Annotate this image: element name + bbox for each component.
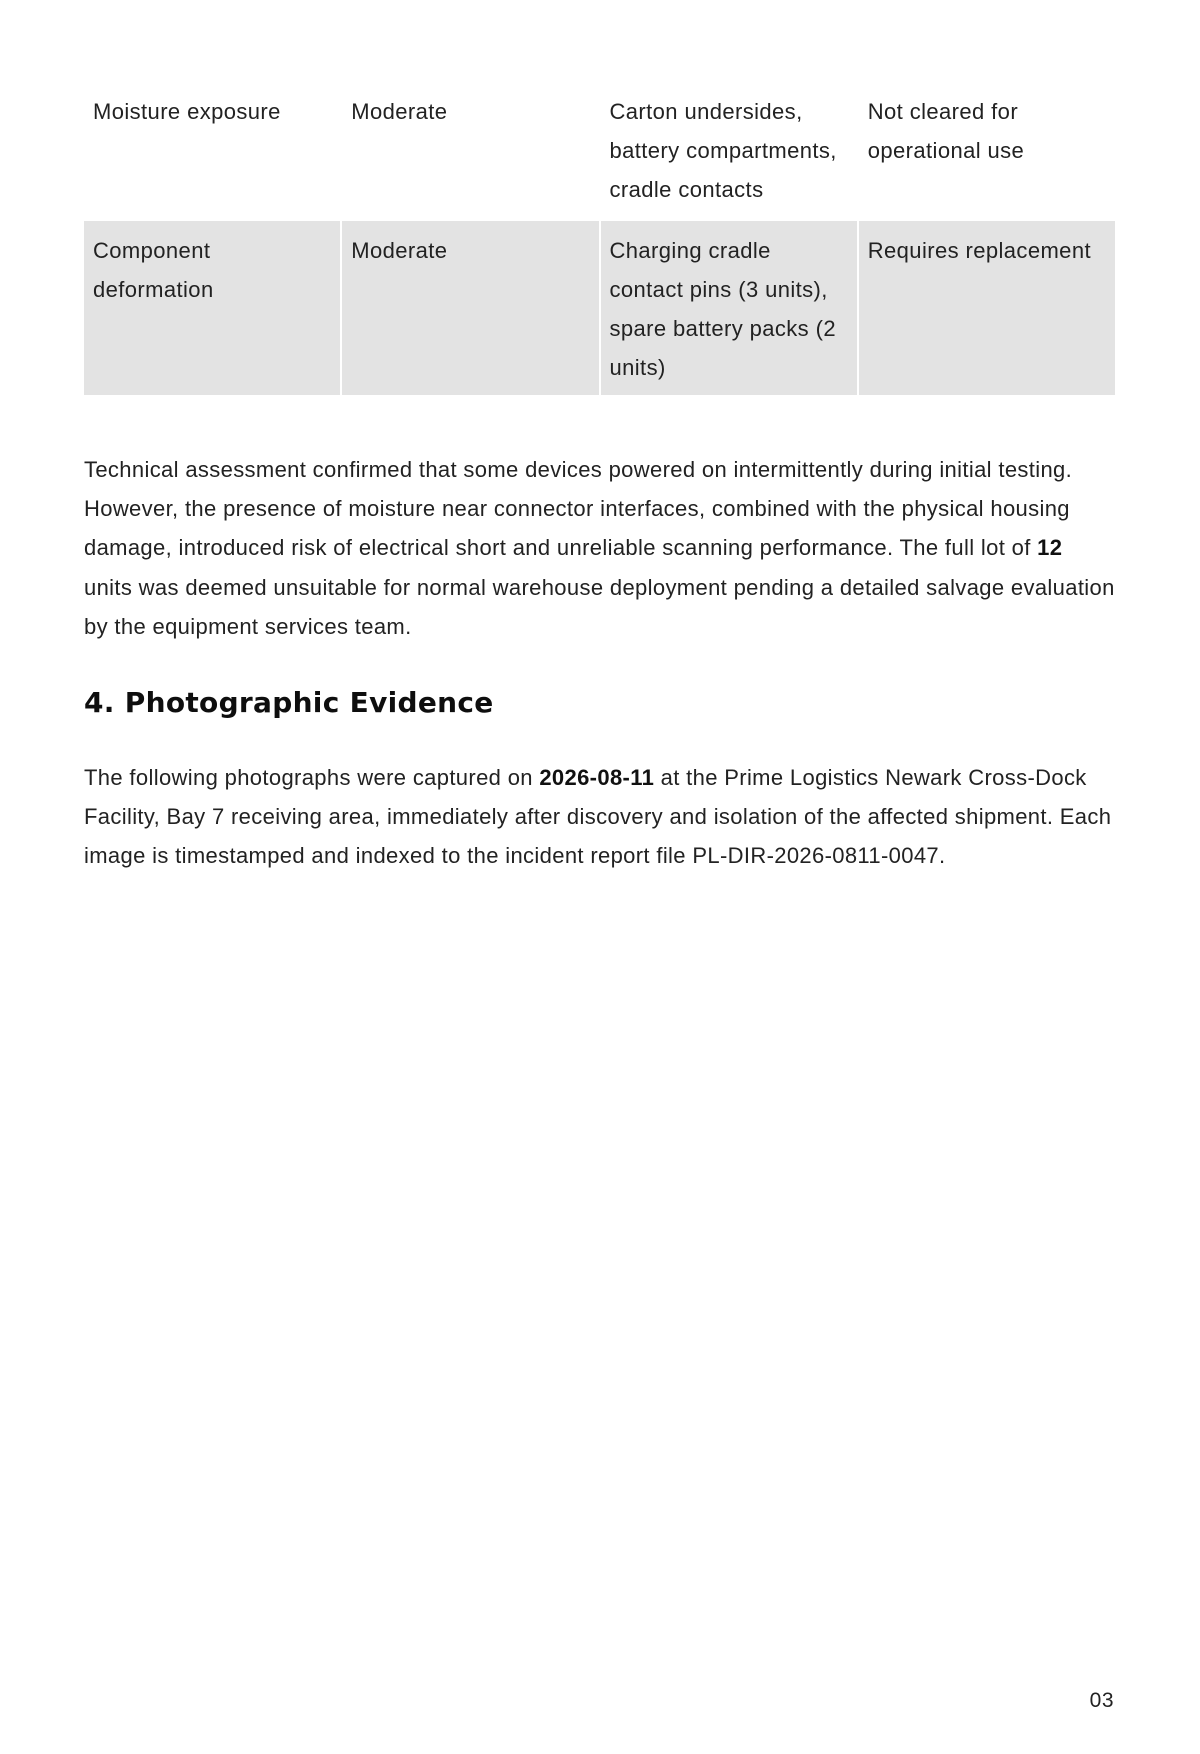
photographic-evidence-paragraph xyxy=(84,758,1115,876)
document-page xyxy=(84,90,1115,875)
table-cell-status: Requires replacement xyxy=(859,221,1115,395)
table-cell-severity: Moderate xyxy=(342,221,598,395)
units-count: 12 xyxy=(1037,535,1063,561)
evidence-text-before: The following photographs were captured on xyxy=(84,764,540,790)
section-heading: 4. Photographic Evidence xyxy=(84,686,494,720)
table-row xyxy=(84,90,1115,221)
table-cell-status: Not cleared for operational use xyxy=(867,99,1025,163)
assessment-text-after: units was deemed unsuitable for normal warehouse deployment pending a detailed salvage evaluation by the equipment services team. xyxy=(84,574,1115,639)
table-cell-finding: Moisture exposure xyxy=(93,99,281,124)
evidence-text-after: at the Prime Logistics Newark Cross-Dock Facility, Bay 7 receiving area, immediately after discovery and isolation of the affected shipment. Each image is timestamped and indexed to the incident report file PL-DIR-2026-0811-0047. xyxy=(84,764,1112,869)
table-cell-affected-items: Carton undersides, battery compartments, cradle contacts xyxy=(609,99,837,202)
table-row xyxy=(84,221,1115,395)
table-cell-severity: Moderate xyxy=(351,99,448,124)
findings-table xyxy=(82,90,1117,395)
capture-date: 2026-08-11 xyxy=(539,764,655,790)
assessment-text-before: Technical assessment confirmed that some devices powered on intermittently during initial testing. However, the presence of moisture near connector interfaces, combined with the physical housing damage, introduced risk of electrical short and unreliable scanning performance. The full lot of xyxy=(84,457,1073,561)
assessment-paragraph xyxy=(84,450,1115,646)
table-cell-finding: Component deformation xyxy=(84,221,340,395)
page-number: 03 xyxy=(1089,1689,1114,1712)
table-cell-affected-items: Charging cradle contact pins (3 units), spare battery packs (2 units) xyxy=(601,221,857,395)
